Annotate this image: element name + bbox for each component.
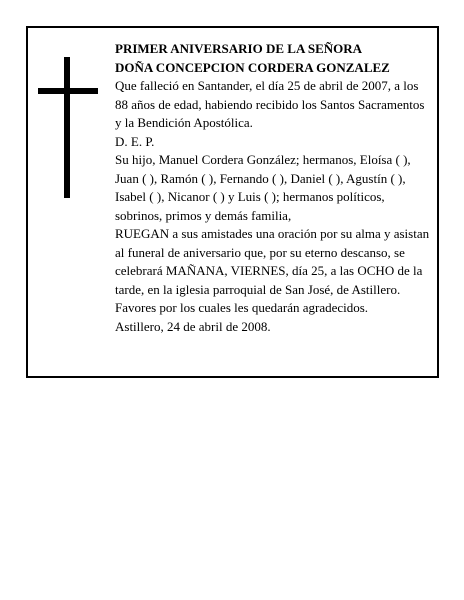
cross-horizontal-bar [38, 88, 98, 94]
notice-body [115, 40, 433, 336]
cross-icon [38, 57, 98, 198]
obituary-notice [26, 26, 439, 378]
request-text: RUEGAN a sus amistades una oración por su alma y asistan al funeral de aniversario que, por su eterno descanso, se celebrará MAÑANA, VIERNES, día 25, a las OCHO de la tarde, en la iglesia parroquial de San José, de Astillero. Favores por los cuales les quedarán agradecidos. [115, 226, 430, 315]
family-text: Su hijo, Manuel Cordera González; hermanos, Eloísa ( ), Juan ( ), Ramón ( ), Fernando ( ), Daniel ( ), Agustín ( ), Isabel ( ), Nicanor ( ) y Luis ( ); hermanos políticos, sobrinos, primos y demás familia, [115, 152, 411, 223]
cross-vertical-bar [64, 57, 70, 198]
dep-text: D. E. P. [115, 133, 155, 149]
notice-heading-line-1: PRIMER ANIVERSARIO DE LA SEÑORA [115, 41, 363, 56]
death-info: Que falleció en Santander, el día 25 de abril de 2007, a los 88 años de edad, habiendo recibido los Santos Sacramentos y la Bendición Apostólica. [115, 78, 425, 130]
place-date: Astillero, 24 de abril de 2008. [115, 318, 271, 334]
notice-heading-line-2: DOÑA CONCEPCION CORDERA GONZALEZ [115, 59, 390, 75]
